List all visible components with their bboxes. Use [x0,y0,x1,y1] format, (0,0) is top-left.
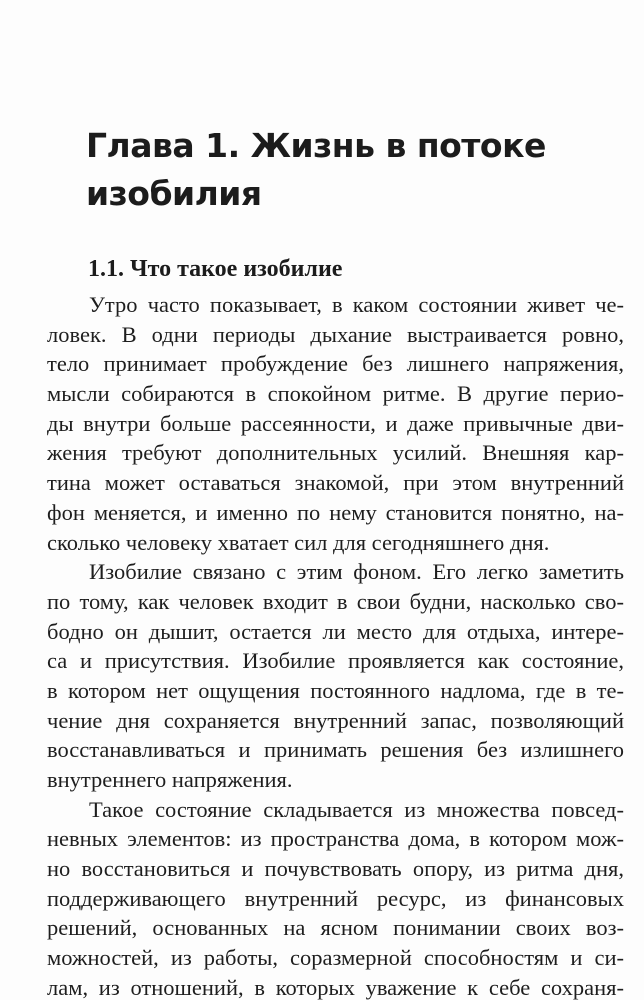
text-line: Утро часто показывает, в каком состоянии живет че- [89,292,624,317]
text-line: бодно он дышит, остается ли место для отдыха, интере- [47,618,624,644]
text-line: фон меняется, и именно по нему становится понятно, на- [47,499,624,525]
chapter-title [86,122,606,218]
section-title: 1.1. Что такое изобилие [88,256,343,282]
text-line: жения требуют дополнительных усилий. Внешняя кар- [47,440,624,466]
chapter-title-line: изобилия [86,174,262,213]
text-line: Изобилие связано с этим фоном. Его легко заметить [89,559,624,585]
paragraph [47,290,624,557]
text-line: мысли собираются в спокойном ритме. В другие перио- [47,381,624,407]
text-line: Такое состояние складывается из множества повсед- [89,796,624,822]
text-line: поддерживающего внутренний ресурс, из финансовых [47,885,624,911]
text-line: по тому, как человек входит в свои будни, насколько сво- [47,588,624,614]
text-line: решений, основанных на ясном понимании своих воз- [47,915,624,941]
text-line: восстанавливаться и принимать решения без излишнего [47,737,624,763]
text-line: тина может оставаться знакомой, при этом внутренний [47,470,624,496]
text-line: тело принимает пробуждение без лишнего напряжения, [47,351,624,377]
paragraph [47,557,624,795]
text-line: са и присутствия. Изобилие проявляется как состояние, [47,648,624,674]
text-line: ды внутри больше рассеянности, и даже привычные дви- [47,410,624,436]
text-line: невных элементов: из пространства дома, в котором мож- [47,826,624,852]
text-line: сколько человеку хватает сил для сегодняшнего дня. [47,529,550,555]
chapter-title-line: Глава 1. Жизнь в потоке [86,126,546,165]
text-line: ловек. В одни периоды дыхание выстраивается ровно, [47,321,624,347]
text-line: но восстановиться и почувствовать опору, из ритма дня, [47,856,624,882]
body-text [47,290,624,1003]
paragraph [47,795,624,1003]
text-line: чение дня сохраняется внутренний запас, позволяющий [47,707,624,733]
text-line: лам, из отношений, в которых уважение к себе сохраня- [47,974,624,1000]
text-line: в котором нет ощущения постоянного надлома, где в те- [47,677,624,703]
text-line: можностей, из работы, соразмерной способностям и си- [47,945,624,971]
text-line: внутреннего напряжения. [47,767,293,792]
